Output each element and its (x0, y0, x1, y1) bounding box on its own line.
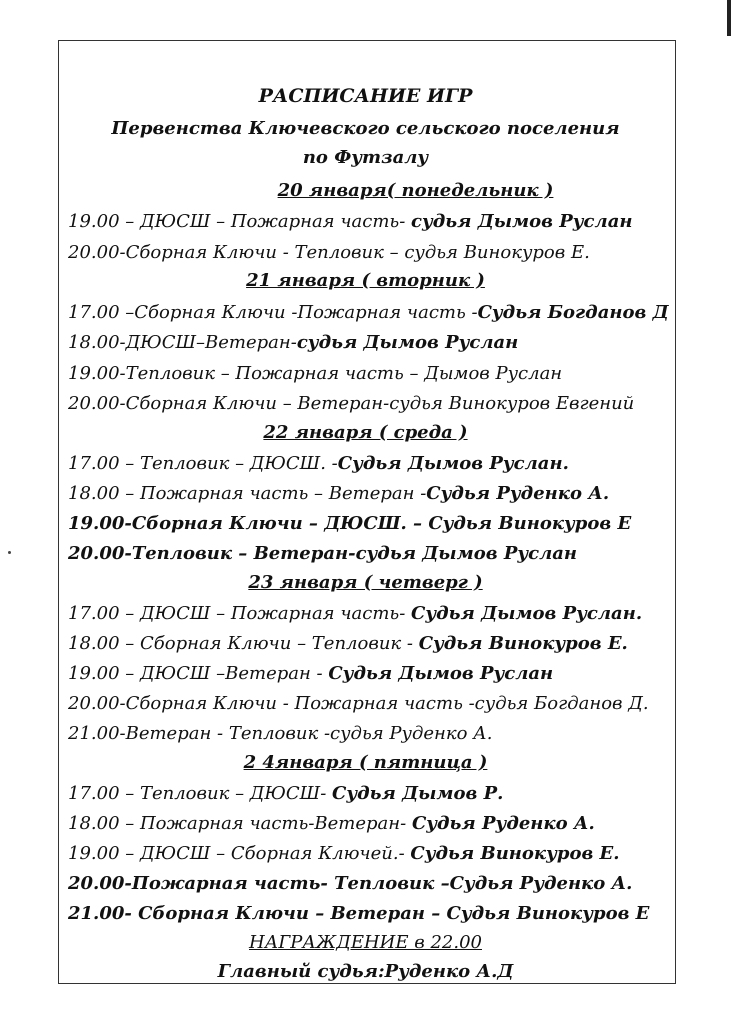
game-teams: 20.00-Сборная Ключи - Пожарная часть -судья Богданов Д. (68, 693, 649, 714)
game-teams: 17.00 – Тепловик – ДЮСШ- (68, 783, 333, 804)
game-referee: судья Дымов Руслан (411, 211, 633, 232)
subtitle-line-1: Первенства Ключевского сельского поселения (111, 118, 620, 139)
game-line (68, 812, 595, 838)
game-line (68, 842, 620, 868)
game-teams: 21.00-Ветеран - Тепловик -судья Руденко А. (68, 723, 493, 744)
day-heading: 2 4января ( пятница ) (243, 752, 488, 773)
game-teams: 19.00 – ДЮСШ – Сборная Ключей.- (68, 843, 411, 864)
game-referee: Судья Винокуров Е. (410, 843, 620, 864)
game-line (68, 722, 493, 748)
game-referee: Судья Винокуров Е. (418, 633, 628, 654)
game-teams: 19.00-Тепловик – Пожарная часть – Дымов Руслан (68, 363, 563, 384)
game-referee: Судья Дымов Руслан. (411, 603, 643, 624)
subtitle-line-2: по Футзалу (302, 147, 429, 168)
game-line (68, 512, 631, 538)
game-line (68, 392, 634, 418)
chief-judge: Главный судья:Руденко А.Д (217, 961, 514, 982)
game-referee: Судья Дымов Р. (332, 783, 504, 804)
game-teams: 20.00-Сборная Ключи - Тепловик – судья Винокуров Е. (68, 242, 590, 263)
game-referee: 20.00-Пожарная часть- Тепловик –Судья Руденко А. (68, 873, 633, 894)
game-teams: 20.00-Сборная Ключи – Ветеран-судья Винокуров Евгений (68, 393, 635, 414)
day-heading: 23 января ( четверг ) (248, 572, 483, 593)
game-line (68, 782, 503, 808)
game-referee: Судья Руденко А. (426, 483, 610, 504)
day-heading: 20 января( понедельник ) (277, 180, 554, 201)
game-line (68, 452, 569, 478)
scan-edge-mark (727, 0, 731, 36)
game-line (68, 241, 590, 267)
award-ceremony: НАГРАЖДЕНИЕ в 22.00 (249, 932, 482, 953)
game-line (68, 542, 577, 568)
game-referee: Судья Дымов Руслан. (337, 453, 569, 474)
game-line (68, 662, 553, 688)
game-line (68, 331, 518, 357)
game-line (68, 301, 669, 327)
game-referee: судья Дымов Руслан (296, 332, 519, 353)
game-line (68, 692, 649, 718)
game-line (68, 602, 642, 628)
game-teams: 18.00 – Сборная Ключи – Тепловик - (68, 633, 419, 654)
game-line (68, 482, 609, 508)
game-teams: 18.00 – Пожарная часть-Ветеран- (68, 813, 412, 834)
game-referee: 21.00- Сборная Ключи – Ветеран – Судья Винокуров Е (68, 903, 650, 924)
day-heading: 21 января ( вторник ) (246, 270, 485, 291)
game-teams: 18.00-ДЮСШ–Ветеран- (68, 332, 297, 353)
game-teams: 17.00 – ДЮСШ – Пожарная часть- (68, 603, 412, 624)
game-referee: Судья Дымов Руслан (328, 663, 554, 684)
game-referee: Судья Богданов Д (477, 302, 669, 323)
game-line (68, 362, 562, 388)
game-teams: 19.00 – ДЮСШ – Пожарная часть- (68, 211, 412, 232)
game-referee: Судья Руденко А. (411, 813, 595, 834)
game-teams: 17.00 – Тепловик – ДЮСШ. - (68, 453, 338, 474)
game-referee: 19.00-Сборная Ключи – ДЮСШ. – Судья Винокуров Е (68, 513, 632, 534)
game-line (68, 210, 632, 236)
game-line (68, 872, 632, 898)
game-referee: 20.00-Тепловик – Ветеран-судья Дымов Руслан (68, 543, 578, 564)
day-heading: 22 января ( среда ) (263, 422, 468, 443)
game-teams: 18.00 – Пожарная часть – Ветеран - (68, 483, 427, 504)
game-line (68, 632, 628, 658)
document-title: РАСПИСАНИЕ ИГР (258, 85, 473, 107)
game-line (68, 902, 649, 928)
scan-speck (8, 551, 11, 554)
game-teams: 17.00 –Сборная Ключи -Пожарная часть - (68, 302, 478, 323)
game-teams: 19.00 – ДЮСШ –Ветеран - (68, 663, 329, 684)
